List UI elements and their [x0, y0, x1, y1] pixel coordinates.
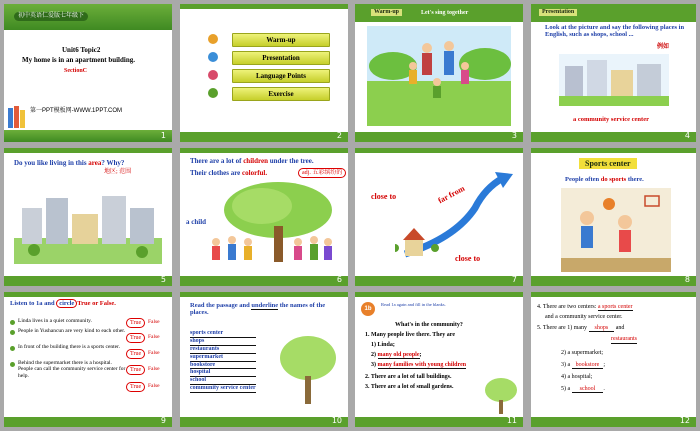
definition-bubble: adj. 五彩缤纷的 — [298, 168, 346, 178]
header-bar — [531, 292, 696, 297]
label-child: a child — [186, 218, 207, 226]
slide-number: 7 — [511, 275, 517, 284]
header-bar — [355, 292, 523, 297]
slide-thumbnail-12[interactable] — [531, 292, 696, 427]
list-item: restaurants — [190, 346, 256, 354]
tree-children-picture-icon — [202, 180, 336, 270]
line-a3 — [561, 362, 605, 369]
line-5 — [537, 325, 624, 332]
slide-thumbnail-3[interactable] — [355, 4, 523, 142]
slide-thumbnail-2[interactable] — [180, 4, 348, 142]
line-a5 — [561, 386, 605, 393]
definition-text: 地区; 范围 — [104, 169, 132, 175]
sentence — [565, 176, 644, 183]
answer-prefix: 2) — [371, 352, 376, 358]
sentence-1 — [190, 157, 314, 165]
bullet-icon — [10, 362, 15, 367]
slide-number: 8 — [684, 275, 690, 284]
true-option[interactable]: True — [126, 349, 145, 359]
footer-bar — [180, 417, 348, 427]
menu-item-presentation[interactable]: Presentation — [232, 51, 330, 65]
footer-bar — [531, 417, 696, 427]
statement-text: Behind the supermarket there is a hospital. People can call the community service center for help. — [18, 360, 126, 379]
footer-bar — [180, 276, 348, 286]
slide-thumbnail-10[interactable] — [180, 292, 348, 427]
list-item: sports center — [190, 330, 256, 338]
family-picture-icon — [367, 26, 511, 126]
slide-number: 5 — [160, 275, 166, 284]
slide-number: 3 — [511, 131, 517, 140]
keyword-children: children — [243, 157, 268, 165]
question-text: What's in the community? — [395, 322, 463, 328]
list-item: bookstore — [190, 362, 256, 370]
text-part: and — [615, 325, 625, 331]
sentence-2 — [190, 169, 267, 177]
instruction-text: Look at the picture and say the following places in English, such as shops, school ... — [545, 24, 685, 39]
answer-blank[interactable]: many families with young children — [377, 362, 467, 368]
instruction-text — [190, 302, 340, 317]
false-option[interactable]: False — [148, 383, 160, 389]
true-option[interactable]: True — [126, 365, 145, 375]
slide-number: 11 — [506, 416, 517, 425]
slide-thumbnail-6[interactable] — [180, 148, 348, 286]
menu-item-exercise[interactable]: Exercise — [232, 87, 330, 101]
tree-picture-icon — [276, 332, 340, 408]
answer-blank[interactable]: bookstore — [572, 362, 604, 369]
list-item: school — [190, 377, 256, 385]
false-option[interactable]: False — [148, 334, 160, 340]
slide-thumbnail-1[interactable] — [4, 4, 172, 142]
true-option[interactable]: True — [126, 318, 145, 328]
text-part: 5. There are 1) many — [537, 325, 588, 331]
footer-bar — [355, 276, 523, 286]
list-item — [10, 360, 166, 382]
bullet-icon — [208, 88, 218, 98]
slide-thumbnail-5[interactable] — [4, 148, 172, 286]
places-list — [190, 330, 256, 393]
bullet-icon — [208, 70, 218, 80]
slide-title: Let's sing together — [421, 10, 469, 16]
list-item: hospital — [190, 369, 256, 377]
keyword-colorful: colorful. — [242, 169, 268, 177]
slide-number: 10 — [331, 416, 342, 425]
statement-text: Linda lives in a quiet community. — [18, 318, 92, 324]
slide-number: 12 — [679, 416, 690, 425]
footer-bar — [4, 130, 172, 142]
answer-prefix: 3) — [371, 362, 376, 368]
grade-badge: 初中英语仁爱版七年级下 — [14, 12, 88, 21]
line-a4: 4) a hospital; — [561, 374, 593, 380]
section-label: Warm-up — [371, 9, 402, 16]
false-option[interactable]: False — [148, 366, 160, 372]
header-bar — [4, 148, 172, 153]
community-picture-icon — [559, 54, 669, 106]
bullet-icon — [10, 320, 15, 325]
slide-number: 4 — [684, 131, 690, 140]
header-bar — [531, 148, 696, 153]
instruction-text: Read 1a again and fill in the blanks. — [381, 302, 446, 307]
menu-item-language-points[interactable]: Language Points — [232, 69, 330, 83]
label-far-from: far from — [436, 183, 467, 206]
false-option[interactable]: False — [148, 350, 160, 356]
sentence-part: There are a lot of — [190, 157, 242, 165]
instruction-part: the names of the places. — [190, 302, 326, 317]
sentence-part: Their clothes are — [190, 169, 241, 177]
exercise-badge: 1b — [361, 302, 375, 316]
punctuation: ; — [419, 352, 422, 358]
footer-bar — [355, 132, 523, 142]
footer-bar — [531, 132, 696, 142]
label-close-to-top: close to — [371, 192, 397, 201]
footer-bar — [180, 132, 348, 142]
line-1: 1. Many people live there. They are — [365, 332, 455, 338]
sports-picture-icon — [561, 188, 671, 272]
question-part-2: ? Why? — [101, 159, 125, 167]
section-label: Presentation — [539, 9, 577, 16]
question-text — [14, 159, 124, 167]
sentence-part: People often — [565, 176, 600, 183]
books-icon — [8, 104, 26, 128]
slide-thumbnail-4[interactable] — [531, 4, 696, 142]
answer-blank[interactable]: restaurants — [611, 336, 637, 342]
slide-title: Sports center — [579, 158, 637, 169]
question-part-1: Do you like living in this — [14, 159, 87, 167]
slide-thumbnail-9[interactable] — [4, 292, 172, 427]
sentence-part: under the tree. — [269, 157, 314, 165]
instruction-text — [10, 300, 116, 307]
answer-blank[interactable]: school — [572, 386, 604, 393]
answer-1: 1) Linda; — [371, 342, 395, 348]
tree-picture-icon — [483, 376, 519, 416]
line-4 — [537, 304, 633, 311]
footer-bar — [4, 276, 172, 286]
statement-list — [10, 318, 166, 394]
caption: a community service center — [573, 116, 649, 123]
line-2: 2. There are a lot of tall buildings. — [365, 374, 452, 380]
answer-2 — [371, 352, 422, 359]
slide-number: 6 — [336, 275, 342, 284]
true-option[interactable]: True — [126, 333, 145, 343]
text-part: 4. There are two centers: — [537, 304, 597, 310]
statement-text: In front of the building there is a sports center. — [18, 344, 121, 350]
keyword-area: area — [88, 159, 102, 167]
label-close-to-bottom: close to — [455, 254, 481, 263]
footer-bar — [4, 417, 172, 427]
punctuation: ; — [603, 362, 606, 368]
answer-3 — [371, 362, 466, 369]
false-option[interactable]: False — [148, 319, 160, 325]
list-item: supermarket — [190, 354, 256, 362]
footer-text: 第一PPT模板网-WWW.1PPT.COM — [30, 108, 122, 114]
list-item: community service center — [190, 385, 256, 392]
keyword-do-sports: do sports — [600, 176, 627, 183]
list-item — [10, 344, 166, 360]
list-item — [10, 328, 166, 344]
instruction-part: True or False. — [77, 300, 116, 307]
unit-label: Unit6 Topic2 — [62, 46, 101, 54]
slide-number: 2 — [336, 131, 342, 140]
buildings-picture-icon — [14, 178, 162, 264]
footer-bar — [355, 417, 523, 427]
slide-thumbnail-7[interactable] — [355, 148, 523, 286]
slide-number: 9 — [160, 416, 166, 425]
text-part: 3) a — [561, 362, 571, 368]
header-bar — [180, 4, 348, 9]
header-bar — [180, 148, 348, 153]
answer-blank[interactable]: a sports center — [597, 304, 633, 310]
keyword-underline: underline — [251, 302, 279, 309]
bullet-icon — [10, 346, 15, 351]
line-4-cont: and a community service center. — [545, 314, 623, 320]
list-item: shops — [190, 338, 256, 346]
section-label: SectionC — [64, 68, 87, 74]
line-3: 3. There are a lot of small gardens. — [365, 384, 454, 390]
answer-blank[interactable]: many old people — [377, 352, 420, 358]
list-item — [10, 318, 166, 328]
true-option[interactable]: True — [126, 382, 145, 392]
bullet-icon — [208, 34, 218, 44]
bullet-icon — [208, 52, 218, 62]
header-bar — [355, 148, 523, 153]
header-bar — [4, 292, 172, 297]
line-a2: 2) a supermarket; — [561, 350, 603, 356]
punctuation: . — [603, 386, 605, 392]
slide-thumbnail-11[interactable] — [355, 292, 523, 427]
sentence-part: there. — [627, 176, 644, 183]
slide-number: 1 — [160, 131, 166, 140]
instruction-part: Read the passage and — [190, 302, 250, 309]
list-item — [10, 382, 166, 394]
instruction-part: Listen to 1a and — [10, 300, 55, 307]
distance-arrow-icon — [395, 168, 515, 268]
statement-text: People in Yushancun are very kind to each other. — [18, 328, 126, 334]
header-bar — [180, 292, 348, 297]
slide-thumbnail-8[interactable] — [531, 148, 696, 286]
text-part: 5) a — [561, 386, 571, 392]
menu-item-warm-up[interactable]: Warm-up — [232, 33, 330, 47]
answer-blank[interactable]: shops — [589, 325, 615, 332]
footer-bar — [531, 276, 696, 286]
slide-title: My home is in an apartment building. — [22, 56, 135, 64]
example-tag: 例如 — [657, 44, 670, 50]
bullet-icon — [10, 330, 15, 335]
keyword-circle: circle — [56, 299, 77, 308]
